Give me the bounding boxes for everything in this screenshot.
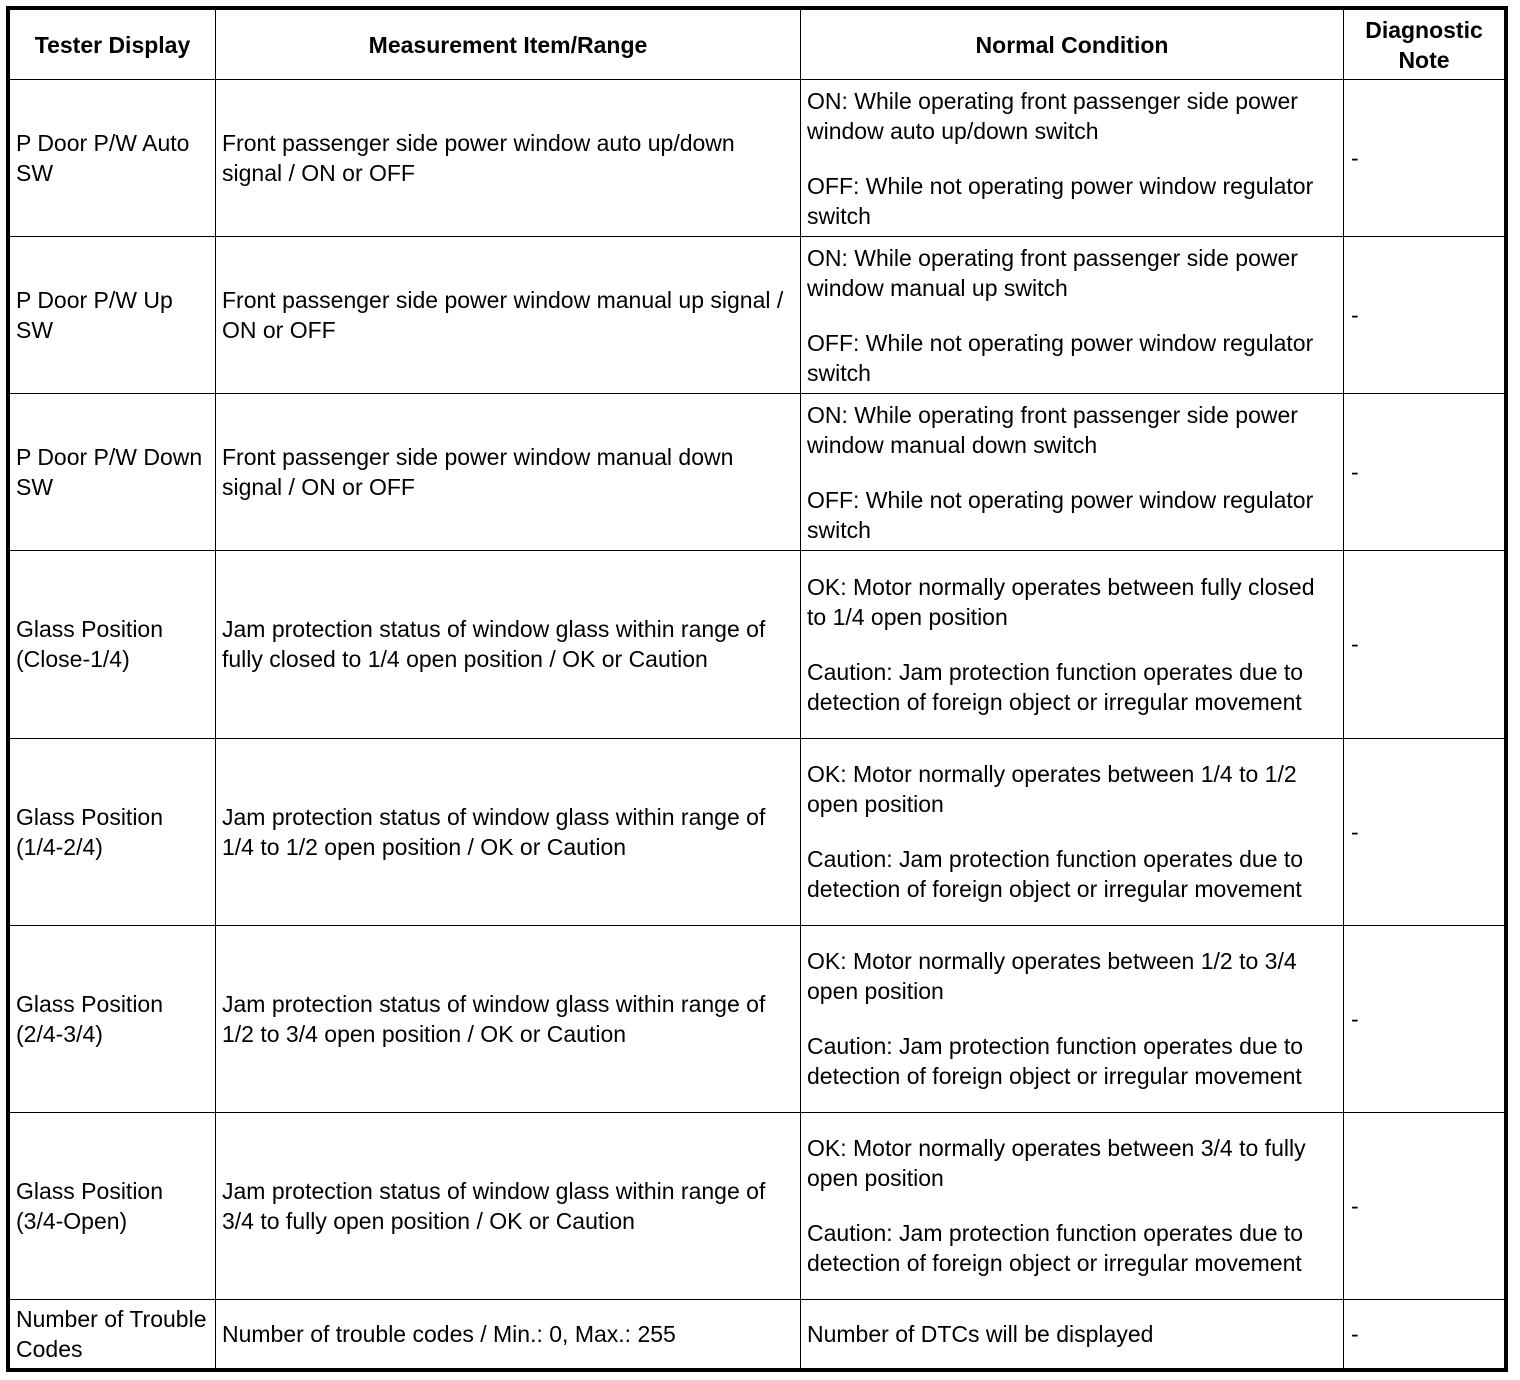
table-row	[10, 237, 1505, 394]
table-row	[10, 551, 1505, 738]
condition-on: ON: While operating front passenger side power window manual down switch	[807, 401, 1298, 458]
tester-display-cell: Glass Position (1/4-2/4)	[10, 738, 216, 925]
condition-caution: Caution: Jam protection function operates due to detection of foreign object or irregular movement	[807, 658, 1304, 715]
table-row	[10, 1299, 1505, 1368]
normal-condition-cell	[801, 551, 1344, 738]
normal-condition-cell	[801, 80, 1344, 237]
measurement-cell: Front passenger side power window auto up/down signal / ON or OFF	[216, 80, 801, 237]
tester-display-cell: Number of Trouble Codes	[10, 1299, 216, 1368]
table-row	[10, 925, 1505, 1112]
diagnostic-note-cell: -	[1344, 551, 1505, 738]
diagnostic-note-cell: -	[1344, 80, 1505, 237]
table-row	[10, 394, 1505, 551]
measurement-cell: Front passenger side power window manual down signal / ON or OFF	[216, 394, 801, 551]
header-diagnostic-note: Diagnostic Note	[1344, 10, 1505, 80]
measurement-cell: Jam protection status of window glass within range of 3/4 to fully open position / OK or Caution	[216, 1112, 801, 1299]
condition-caution: Caution: Jam protection function operates due to detection of foreign object or irregular movement	[807, 846, 1304, 903]
tester-display-cell: Glass Position (Close-1/4)	[10, 551, 216, 738]
measurement-cell: Jam protection status of window glass within range of fully closed to 1/4 open position / OK or Caution	[216, 551, 801, 738]
normal-condition-cell	[801, 394, 1344, 551]
header-tester-display: Tester Display	[10, 10, 216, 80]
diagnostic-note-cell: -	[1344, 394, 1505, 551]
condition-ok: OK: Motor normally operates between fully closed to 1/4 open position	[807, 573, 1315, 630]
measurement-cell: Jam protection status of window glass within range of 1/4 to 1/2 open position / OK or Caution	[216, 738, 801, 925]
condition-off: OFF: While not operating power window regulator switch	[807, 329, 1314, 386]
normal-condition-cell	[801, 237, 1344, 394]
tester-display-cell: Glass Position (3/4-Open)	[10, 1112, 216, 1299]
diagnostic-note-cell: -	[1344, 237, 1505, 394]
normal-condition-cell	[801, 925, 1344, 1112]
diagnostic-note-cell: -	[1344, 738, 1505, 925]
header-measurement-item: Measurement Item/Range	[216, 10, 801, 80]
normal-condition-cell	[801, 1299, 1344, 1368]
condition-caution: Caution: Jam protection function operates due to detection of foreign object or irregular movement	[807, 1220, 1304, 1277]
condition-off: OFF: While not operating power window regulator switch	[807, 486, 1314, 543]
diagnostic-note-cell: -	[1344, 1299, 1505, 1368]
condition-ok: OK: Motor normally operates between 3/4 to fully open position	[807, 1135, 1306, 1192]
table-row	[10, 80, 1505, 237]
condition-ok: OK: Motor normally operates between 1/2 to 3/4 open position	[807, 948, 1297, 1005]
condition-ok: OK: Motor normally operates between 1/4 to 1/2 open position	[807, 761, 1297, 818]
normal-condition-cell	[801, 738, 1344, 925]
tester-display-cell: Glass Position (2/4-3/4)	[10, 925, 216, 1112]
data-list-table-frame	[6, 6, 1508, 1372]
tester-display-cell: P Door P/W Auto SW	[10, 80, 216, 237]
measurement-cell: Jam protection status of window glass within range of 1/2 to 3/4 open position / OK or Caution	[216, 925, 801, 1112]
condition-on: ON: While operating front passenger side power window manual up switch	[807, 244, 1298, 301]
measurement-cell: Number of trouble codes / Min.: 0, Max.: 255	[216, 1299, 801, 1368]
data-list-table	[9, 9, 1505, 1369]
normal-condition-cell	[801, 1112, 1344, 1299]
measurement-cell: Front passenger side power window manual up signal / ON or OFF	[216, 237, 801, 394]
condition-caution: Caution: Jam protection function operates due to detection of foreign object or irregular movement	[807, 1033, 1304, 1090]
diagnostic-note-cell: -	[1344, 925, 1505, 1112]
condition-off: OFF: While not operating power window regulator switch	[807, 172, 1314, 229]
condition-on: ON: While operating front passenger side power window auto up/down switch	[807, 87, 1298, 144]
header-row	[10, 10, 1505, 80]
condition-text: Number of DTCs will be displayed	[807, 1320, 1154, 1347]
table-row	[10, 1112, 1505, 1299]
tester-display-cell: P Door P/W Down SW	[10, 394, 216, 551]
diagnostic-note-cell: -	[1344, 1112, 1505, 1299]
table-row	[10, 738, 1505, 925]
tester-display-cell: P Door P/W Up SW	[10, 237, 216, 394]
header-normal-condition: Normal Condition	[801, 10, 1344, 80]
